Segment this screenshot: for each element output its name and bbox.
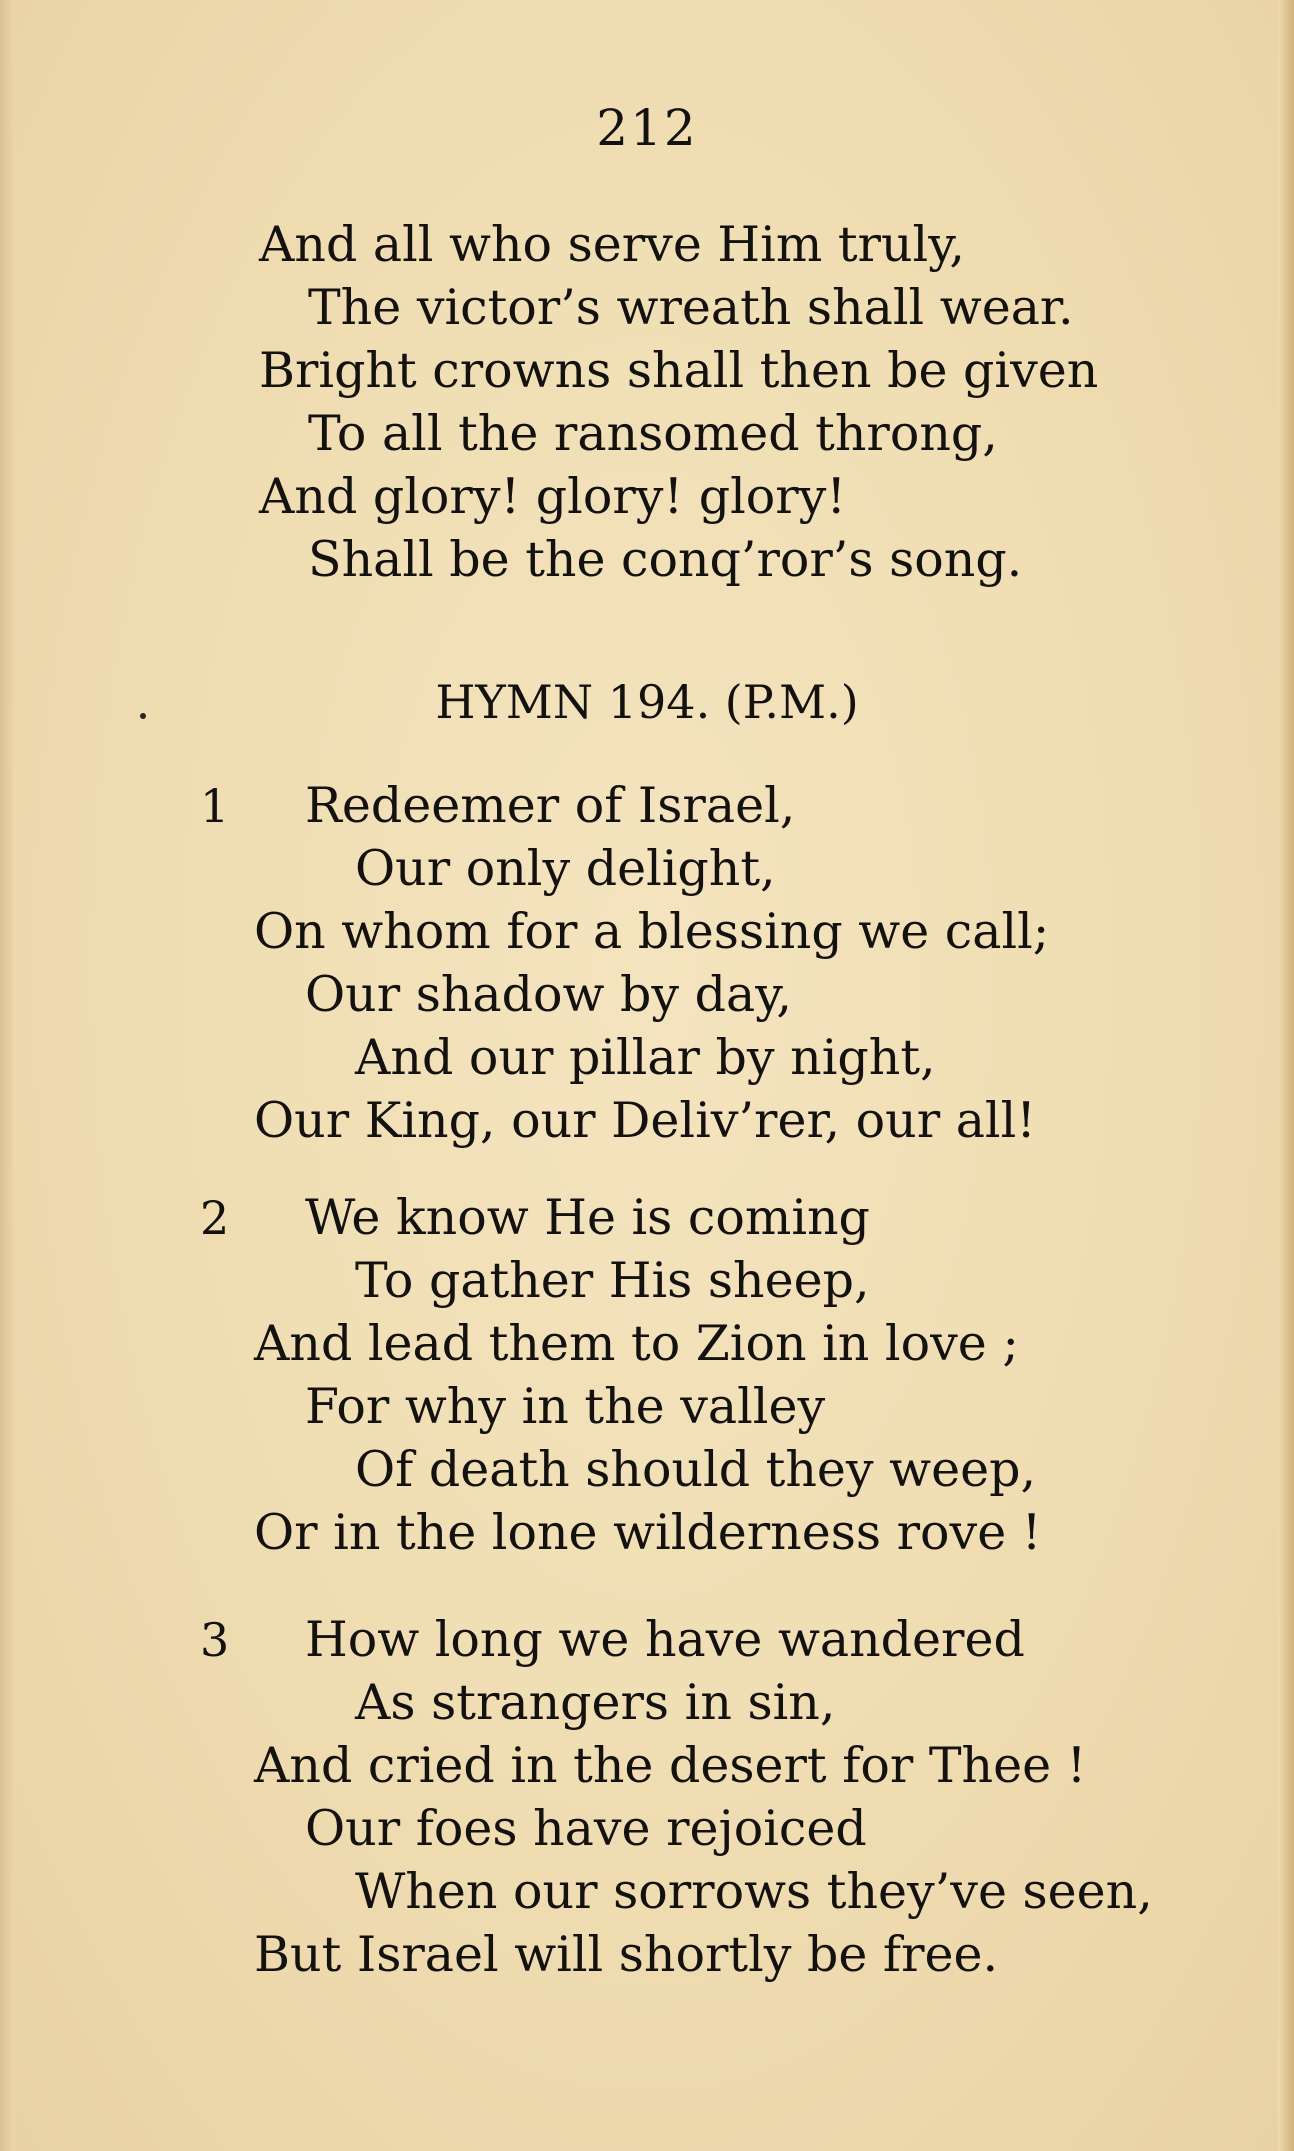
verse-line: Our King, our Deliv’rer, our all! xyxy=(254,1092,1036,1149)
verse-line: On whom for a blessing we call; xyxy=(254,903,1050,960)
verse-line: For why in the valley xyxy=(305,1378,826,1435)
verse-line: How long we have wandered xyxy=(305,1611,1025,1668)
verse-line: And cried in the desert for Thee ! xyxy=(254,1737,1087,1794)
stanza-line: To all the ransomed throng, xyxy=(308,405,998,462)
verse-line: Of death should they weep, xyxy=(355,1441,1037,1498)
verse-line: Our only delight, xyxy=(355,840,776,897)
page-left-edge xyxy=(0,0,14,2151)
verse-line: Our foes have rejoiced xyxy=(305,1800,867,1857)
verse-line: Or in the lone wilderness rove ! xyxy=(254,1504,1042,1561)
verse-line: And our pillar by night, xyxy=(355,1029,936,1086)
verse-line: Our shadow by day, xyxy=(305,966,792,1023)
verse-line: Redeemer of Israel, xyxy=(305,777,796,834)
stanza-line: And all who serve Him truly, xyxy=(259,216,965,273)
verse-line: And lead them to Zion in love ; xyxy=(254,1315,1019,1372)
verse-number: 2 xyxy=(200,1191,230,1245)
hymn-heading: HYMN 194. (P.M.) xyxy=(435,675,859,729)
verse-line: We know He is coming xyxy=(305,1189,870,1246)
verse-line: To gather His sheep, xyxy=(355,1252,870,1309)
verse-line: When our sorrows they’ve seen, xyxy=(355,1863,1153,1920)
verse-number: 3 xyxy=(200,1613,230,1667)
verse-number: 1 xyxy=(200,779,230,833)
stanza-line: Shall be the conq’ror’s song. xyxy=(308,531,1023,588)
verse-line: As strangers in sin, xyxy=(355,1674,836,1731)
page-right-edge xyxy=(1278,0,1294,2151)
stanza-line: The victor’s wreath shall wear. xyxy=(308,279,1074,336)
stanza-line: Bright crowns shall then be given xyxy=(259,342,1099,399)
page-number: 212 xyxy=(596,99,698,157)
stanza-line: And glory! glory! glory! xyxy=(259,468,847,525)
verse-line: But Israel will shortly be free. xyxy=(254,1926,999,1983)
